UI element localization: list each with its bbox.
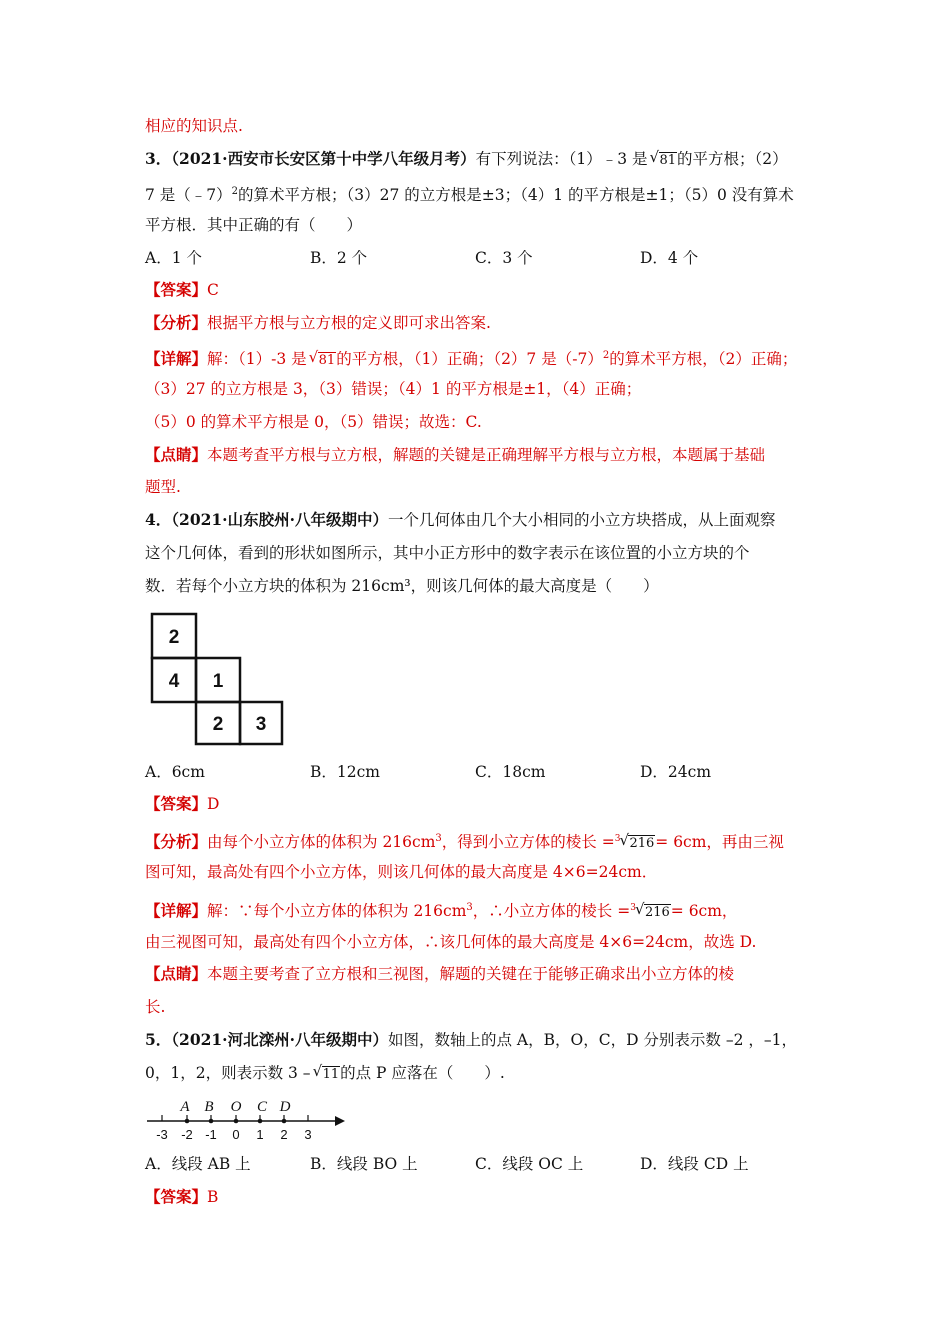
- q3-comment-2: 题型.: [145, 478, 181, 496]
- q4-detail-1: 【详解】解：∵每个小立方体的体积为 $216cm^3$，∴小立方体的棱长 =$^3$ √ 216= 6cm，: [145, 897, 815, 924]
- q3-option-a: A．1 个: [145, 249, 202, 267]
- q4-line1: 4．（2021·山东胶州·八年级期中）一个几何体由几个大小相同的小立方块搭成，从上面观察: [145, 510, 776, 529]
- q3-line1: [145, 148, 815, 172]
- tick-label: 2: [280, 1127, 288, 1142]
- q4-option-a: A．6cm: [145, 763, 205, 781]
- tick-label: -3: [156, 1127, 168, 1142]
- cube-root-symbol: √ 216: [634, 900, 670, 921]
- point-dot: [282, 1119, 287, 1124]
- q4-option-d: D．24cm: [640, 763, 712, 781]
- grid-number: 1: [212, 671, 224, 692]
- q5-line1: 5．（2021·河北滦州·八年级期中）如图，数轴上的点 A，B，O，C，D 分别表示数 –2 ，–1，: [145, 1030, 797, 1049]
- q3-line3: 平方根．其中正确的有（ ）: [145, 216, 363, 234]
- q5-line2: 0，1，2，则表示数 3 – √ 11的点 P 应落在（ ）.: [145, 1062, 815, 1086]
- q5-answer: 【答案】B: [145, 1187, 219, 1206]
- cube-root-symbol: √ 216: [619, 831, 655, 852]
- q3-number: 3．: [145, 149, 172, 168]
- q3-analysis: 【分析】根据平方根与立方根的定义即可求出答案.: [145, 313, 491, 332]
- q3-source: （2021·西安市长安区第十中学八年级月考）: [171, 149, 476, 168]
- q3-detail-3: （5）0 的算术平方根是 0，（5）错误；故选：C.: [145, 413, 482, 431]
- point-dot: [258, 1119, 263, 1124]
- q3-option-d: D．4 个: [640, 249, 699, 267]
- q4-comment-1: 【点睛】本题主要考查了立方根和三视图，解题的关键在于能够正确求出小立方体的棱: [145, 964, 735, 983]
- q3-option-c: C．3 个: [475, 249, 533, 267]
- top-view-grid-figure: [148, 610, 284, 746]
- q5-number: 5．: [145, 1030, 172, 1049]
- point-label: B: [204, 1099, 214, 1115]
- q4-analysis-2: 图可知，最高处有四个小立方体，则该几何体的最大高度是 4×6=24cm．: [145, 863, 658, 881]
- q3-comment-1: 【点睛】本题考查平方根与立方根，解题的关键是正确理解平方根与立方根，本题属于基础: [145, 445, 766, 464]
- q3-line2: 7 是（﹣7）$^2$的算术平方根；（3）27 的立方根是±3；（4）1 的平方根是±1；（5）0 没有算术: [145, 186, 794, 205]
- q4-detail-2: 由三视图可知，最高处有四个小立方体，∴该几何体的最大高度是 4×6=24cm，故选 D.: [145, 933, 757, 951]
- grid-number: 2: [168, 627, 180, 648]
- grid-number: 2: [212, 714, 224, 735]
- q5-option-b: B．线段 BO 上: [310, 1155, 418, 1173]
- q3-option-b: B．2 个: [310, 249, 368, 267]
- q3-detail-1: 【详解】解：（1）-3 是 √ 81的平方根，（1）正确；（2）7 是$(-7)^2$的算术平方根，（2）正确；: [145, 345, 815, 372]
- point-label: D: [279, 1099, 291, 1115]
- q3-answer: 【答案】C: [145, 280, 219, 299]
- q4-answer: 【答案】D: [145, 794, 220, 813]
- tick-label: -2: [181, 1127, 193, 1142]
- sqrt-symbol: √ 81: [308, 348, 336, 369]
- q4-number: 4．: [145, 510, 172, 529]
- number-line-figure: [145, 1094, 355, 1144]
- q4-line2: 这个几何体，看到的形状如图所示，其中小正方形中的数字表示在该位置的小立方块的个: [145, 544, 750, 562]
- grid-number: 3: [255, 714, 267, 735]
- tick-label: 1: [256, 1127, 264, 1142]
- q4-comment-2: 长.: [145, 998, 166, 1016]
- tick-label: 3: [304, 1127, 312, 1142]
- q4-analysis-1: 【分析】由每个小立方体的体积为 $216cm^3$，得到小立方体的棱长 =$^3$ √ 216= 6cm，再由三视: [145, 828, 815, 855]
- q4-option-b: B．12cm: [310, 763, 380, 781]
- intro-text: 相应的知识点.: [145, 117, 243, 135]
- point-label: A: [180, 1099, 190, 1115]
- sqrt-symbol: √ 81: [649, 148, 677, 168]
- q5-source: （2021·河北滦州·八年级期中）: [171, 1030, 388, 1049]
- q5-option-a: A．线段 AB 上: [145, 1155, 251, 1173]
- q4-line3: 数．若每个小立方块的体积为 216cm³，则该几何体的最大高度是（ ）: [145, 577, 659, 595]
- q3-text: 的平方根；（2）: [677, 150, 788, 168]
- tick-label: -1: [205, 1127, 217, 1142]
- q4-source: （2021·山东胶州·八年级期中）: [171, 510, 388, 529]
- q4-option-c: C．18cm: [475, 763, 546, 781]
- arrow-head-icon: [335, 1116, 345, 1126]
- point-label: C: [256, 1099, 268, 1115]
- point-dot: [234, 1119, 239, 1124]
- sqrt-symbol: √ 11: [312, 1062, 340, 1082]
- q5-option-d: D．线段 CD 上: [640, 1155, 749, 1173]
- q3-detail-2: （3）27 的立方根是 3，（3）错误；（4）1 的平方根是±1，（4）正确；: [145, 380, 642, 398]
- q5-option-c: C．线段 OC 上: [475, 1155, 584, 1173]
- q3-text: 有下列说法：（1）﹣3 是: [475, 150, 648, 168]
- point-label: O: [230, 1099, 242, 1115]
- point-dot: [209, 1119, 214, 1124]
- point-dot: [185, 1119, 190, 1124]
- grid-number: 4: [168, 671, 180, 692]
- tick-label: 0: [232, 1127, 240, 1142]
